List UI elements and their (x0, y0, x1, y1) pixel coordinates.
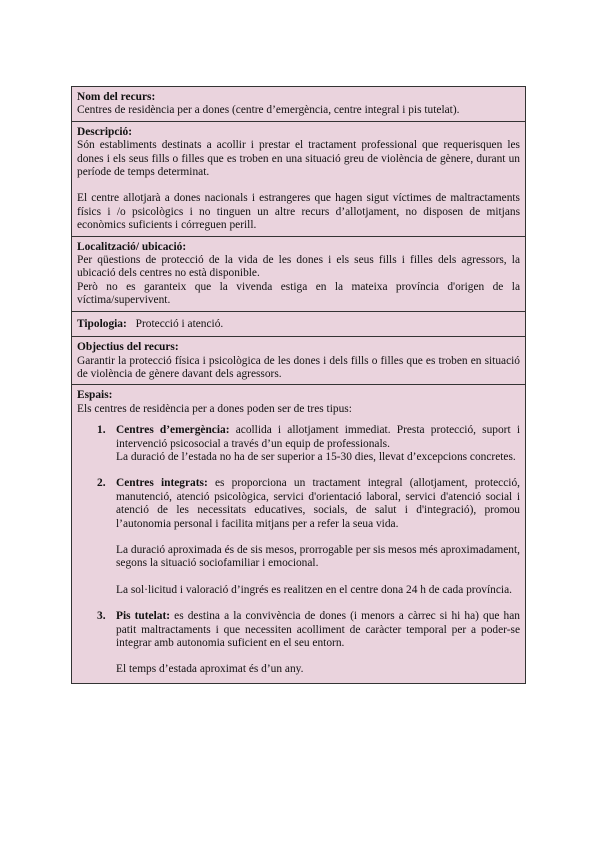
espais-list (77, 424, 520, 677)
localitzacio-paragraph-1: Per qüestions de protecció de la vida de les dones i els seus fills i filles dels agressors, la ubicació dels centres no està disponible. (77, 254, 520, 280)
tipologia-text: Protecció i atenció. (135, 317, 224, 330)
espais-intro: Els centres de residència per a dones poden ser de tres tipus: (77, 402, 352, 415)
localitzacio-heading: Localització/ ubicació: (77, 240, 187, 253)
item-extra: La duració de l’estada no ha de ser superior a 15-30 dies, llevat d’excepcions concretes. (116, 450, 516, 463)
item-extra: La sol·licitud i valoració d’ingrés es realitzen en el centre dona 24 h de cada província. (116, 583, 512, 596)
list-item-number: 3. (97, 610, 106, 623)
espais-heading: Espais: (77, 389, 113, 402)
item-text: es proporciona un tractament integral (allotjament, protecció, manutenció, atenció psicològica, servici d'orientació laboral, servici d'atenció social i atenció de les necessitats educatives, socials, de salut i d'integració), promou l’autonomia personal i facilita mitjans per a refer la seua vida. (116, 477, 520, 530)
section-nom (72, 87, 525, 122)
resource-table (71, 86, 526, 684)
item-text: acollida i allotjament immediat. Presta protecció, suport i intervenció psicosocial a través d’un equip de professionals. (116, 424, 520, 450)
section-espais (72, 385, 525, 683)
localitzacio-paragraph-2: Però no es garanteix que la vivenda estiga en la mateixa província d'origen de la víctima/supervivent. (77, 280, 520, 307)
section-objectius (72, 337, 525, 385)
nom-heading: Nom del recurs: (77, 91, 156, 103)
item-title: Pis tutelat: (116, 610, 171, 623)
nom-text: Centres de residència per a dones (centre d’emergència, centre integral i pis tutelat). (77, 104, 460, 117)
objectius-heading: Objectius del recurs: (77, 341, 179, 354)
tipologia-heading: Tipologia: (77, 317, 127, 330)
descripcio-heading: Descripció: (77, 125, 133, 138)
item-extra: La duració aproximada és de sis mesos, prorrogable per sis mesos més aproximadament, segons la situació sociofamiliar i emocional. (116, 543, 520, 570)
list-item-number: 2. (97, 477, 106, 490)
list-item-number: 1. (97, 424, 106, 437)
section-tipologia (72, 312, 525, 337)
objectius-text: Garantir la protecció física i psicològica de les dones i dels fills o filles que es troben en situació de violència de gènere davant dels agressors. (77, 354, 520, 380)
section-descripcio (72, 122, 525, 237)
list-item (97, 477, 520, 597)
item-text: es destina a la convivència de dones (i menors a càrrec si hi ha) que han patit maltractaments i que necessiten acolliment de caràcter temporal per a poder-se integrar amb autonomia suficient en el seu entorn. (116, 610, 520, 649)
descripcio-paragraph-2: El centre allotjarà a dones nacionals i estrangeres que hagen sigut víctimes de maltractaments físics i /o psicològics i no tinguen un altre recurs d’allotjament, no disposen de mitjans econòmics suficients i córreguen perill. (77, 192, 520, 232)
list-item (97, 610, 520, 677)
item-title: Centres d’emergència: (116, 424, 230, 437)
descripcio-paragraph-1: Són establiments destinats a acollir i prestar el tractament professional que requerisquen les dones i els seus fills o filles que es troben en una situació greu de violència de gènere, durant un període de temps determinat. (77, 139, 520, 179)
item-extra: El temps d’estada aproximat és d’un any. (116, 663, 304, 676)
list-item (97, 424, 520, 464)
section-localitzacio (72, 237, 525, 312)
item-title: Centres integrats: (116, 477, 208, 490)
